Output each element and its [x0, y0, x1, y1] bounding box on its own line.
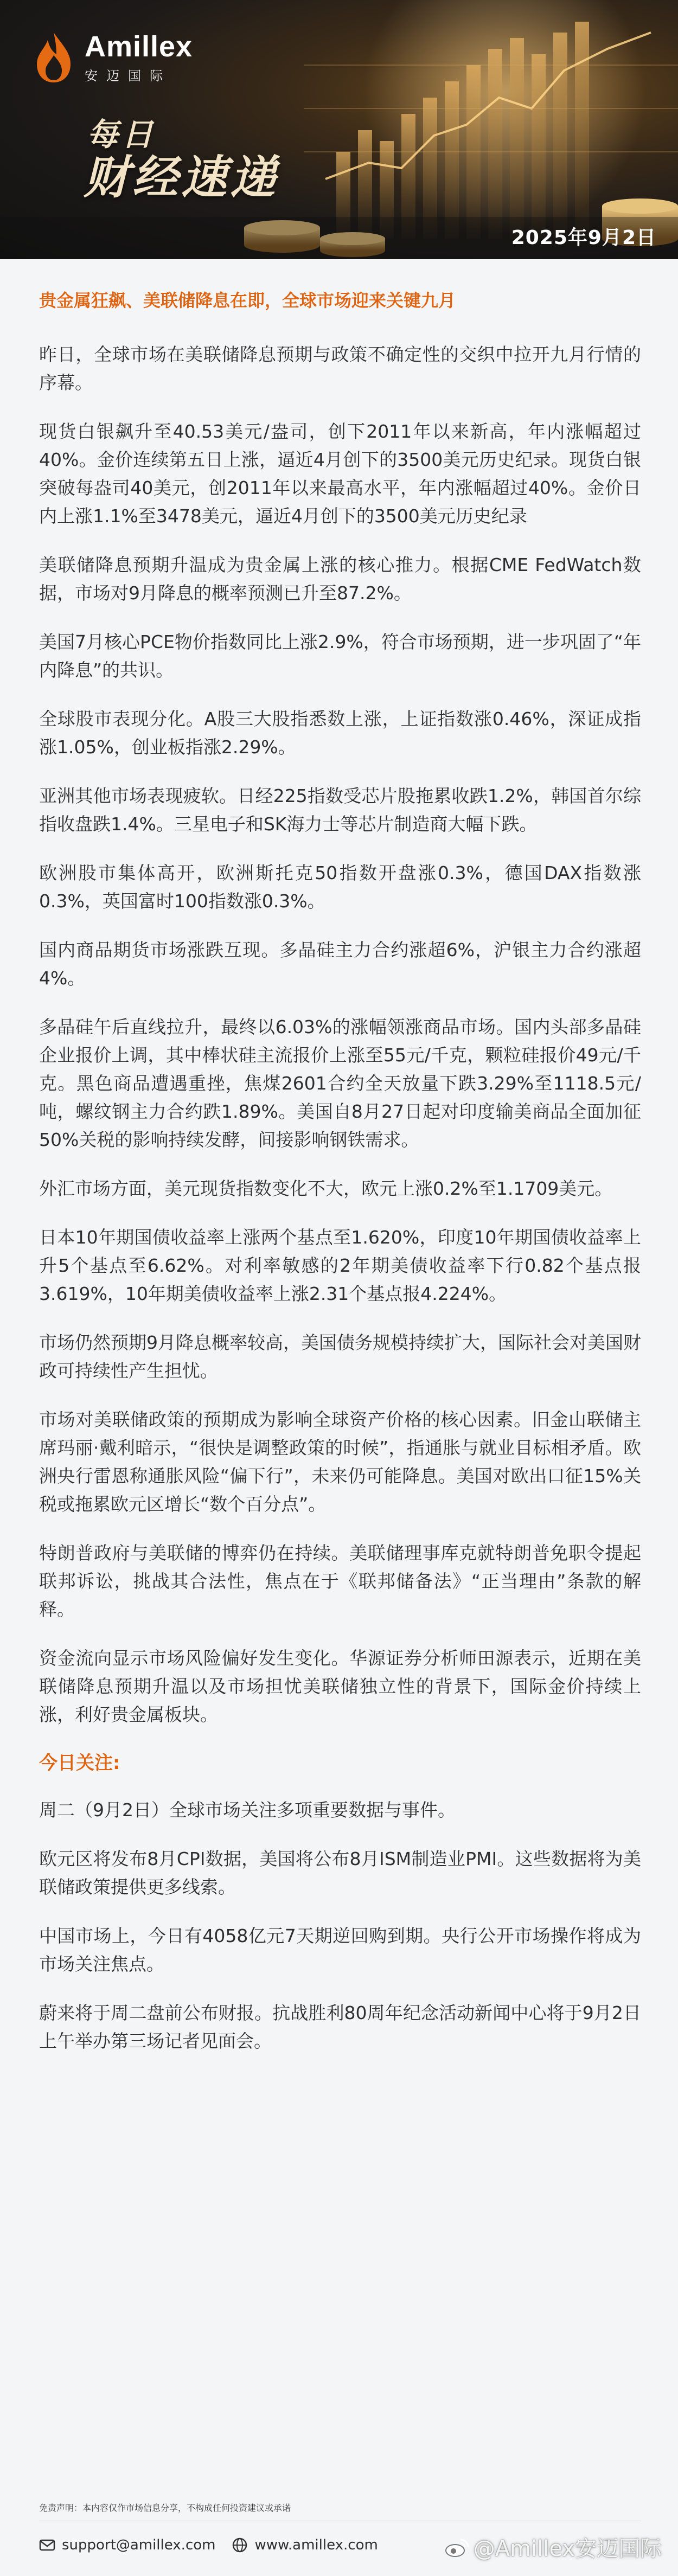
article-paragraph: 欧元区将发布8月CPI数据，美国将公布8月ISM制造业PMI。这些数据将为美联储政策提供更多线索。 [39, 1848, 641, 1898]
article-paragraph: 亚洲其他市场表现疲软。日经225指数受芯片股拖累收跌1.2%，韩国首尔综指收盘跌1.4%。三星电子和SK海力士等芯片制造商大幅下跌。 [39, 785, 641, 835]
article-paragraph: 市场仍然预期9月降息概率较高，美国债务规模持续扩大，国际社会对美国财政可持续性产生担忧。 [39, 1332, 641, 1381]
banner-title-line1: 每日 [87, 116, 157, 153]
mail-icon [39, 2537, 55, 2553]
article-paragraph: 特朗普政府与美联储的博弈仍在持续。美联储理事库克就特朗普免职令提起联邦诉讼，挑战其合法性，焦点在于《联邦储备法》“正当理由”条款的解释。 [39, 1542, 641, 1620]
article-paragraph: 蔚来将于周二盘前公布财报。抗战胜利80周年纪念活动新闻中心将于9月2日上午举办第三场记者见面会。 [39, 2002, 641, 2052]
brand-name-cn: 安迈国际 [85, 68, 171, 84]
header-banner [0, 0, 678, 259]
article-paragraph: 资金流向显示市场风险偏好发生变化。华源证券分析师田源表示，近期在美联储降息预期升温以及市场担忧美联储独立性的背景下，国际金价持续上涨，利好贵金属板块。 [39, 1648, 641, 1725]
article-paragraph: 中国市场上，今日有4058亿元7天期逆回购到期。央行公开市场操作将成为市场关注焦点。 [39, 1925, 641, 1975]
banner-title-line2: 财经速递 [84, 151, 279, 204]
article-paragraph: 多晶硅午后直线拉升，最终以6.03%的涨幅领涨商品市场。国内头部多晶硅企业报价上调，其中棒状硅主流报价上涨至55元/千克，颗粒硅报价49元/千克。黑色商品遭遇重挫，焦煤2601合约全天放量下跌3.29%至1118.5元/吨，螺纹钢主力合约跌1.89%。美国自8月27日起对印度输美商品全面加征50%关税的影响持续发酵，间接影响钢铁需求。 [39, 1016, 641, 1150]
article-paragraph: 外汇市场方面，美元现货指数变化不大，欧元上涨0.2%至1.1709美元。 [39, 1178, 613, 1199]
article-body [39, 287, 641, 2076]
flame-logo-icon [35, 30, 73, 85]
article-paragraphs [39, 341, 641, 1729]
brand-logo [35, 30, 193, 85]
focus-section-title: 今日关注: [39, 1752, 120, 1774]
article-paragraph: 国内商品期货市场涨跌互现。多晶硅主力合约涨超6%，沪银主力合约涨超4%。 [39, 939, 641, 989]
article-paragraph: 昨日，全球市场在美联储降息预期与政策不确定性的交织中拉开九月行情的序幕。 [39, 344, 641, 393]
watermark-text: @Amillex安迈国际 [473, 2536, 662, 2561]
issue-date: 2025年9月2日 [511, 227, 656, 249]
brand-name: Amillex [85, 30, 193, 63]
article-paragraph: 日本10年期国债收益率上涨两个基点至1.620%，印度10年期国债收益率上升5个基点至6.62%。对利率敏感的2年期美债收益率下行0.82个基点报3.619%，10年期美债收益率上涨2.31个基点报4.224%。 [39, 1227, 641, 1304]
article-paragraph: 欧洲股市集体高开，欧洲斯托克50指数开盘涨0.3%，德国DAX指数涨0.3%，英国富时100指数涨0.3%。 [39, 862, 641, 912]
article-headline: 贵金属狂飙、美联储降息在即，全球市场迎来关键九月 [39, 290, 456, 311]
article-paragraph: 周二（9月2日）全球市场关注多项重要数据与事件。 [39, 1799, 456, 1821]
contact-email[interactable]: support@amillex.com [62, 2537, 216, 2553]
article-paragraph: 美国7月核心PCE物价指数同比上涨2.9%，符合市场预期，进一步巩固了“年内降息”的共识。 [39, 631, 641, 681]
weibo-icon [444, 2536, 470, 2558]
disclaimer: 免责声明：本内容仅作市场信息分享，不构成任何投资建议或承诺 [39, 2503, 291, 2513]
focus-paragraphs [39, 1796, 641, 2055]
banner-title [84, 116, 279, 204]
contact-website[interactable]: www.amillex.com [254, 2537, 378, 2553]
article-paragraph: 市场对美联储政策的预期成为影响全球资产价格的核心因素。旧金山联储主席玛丽·戴利暗示，“很快是调整政策的时候”，指通胀与就业目标相矛盾。欧洲央行雷恩称通胀风险“偏下行”，未来仍可能降息。美国对欧出口征15%关税或拖累欧元区增长“数个百分点”。 [39, 1409, 641, 1515]
article-paragraph: 现货白银飙升至40.53美元/盎司，创下2011年以来新高，年内涨幅超过40%。金价连续第五日上涨，逼近4月创下的3500美元历史纪录。现货白银突破每盎司40美元，创2011年以来最高水平，年内涨幅超过40%。金价日内上涨1.1%至3478美元，逼近4月创下的3500美元历史纪录 [39, 421, 641, 527]
globe-icon [232, 2537, 248, 2553]
weibo-watermark [444, 2532, 662, 2562]
article-paragraph: 美联储降息预期升温成为贵金属上涨的核心推力。根据CME FedWatch数据，市场对9月降息的概率预测已升至87.2%。 [39, 554, 641, 604]
article-paragraph: 全球股市表现分化。A股三大股指悉数上涨，上证指数涨0.46%，深证成指涨1.05%，创业板指涨2.29%。 [39, 708, 641, 758]
contact-footer [39, 2537, 378, 2553]
